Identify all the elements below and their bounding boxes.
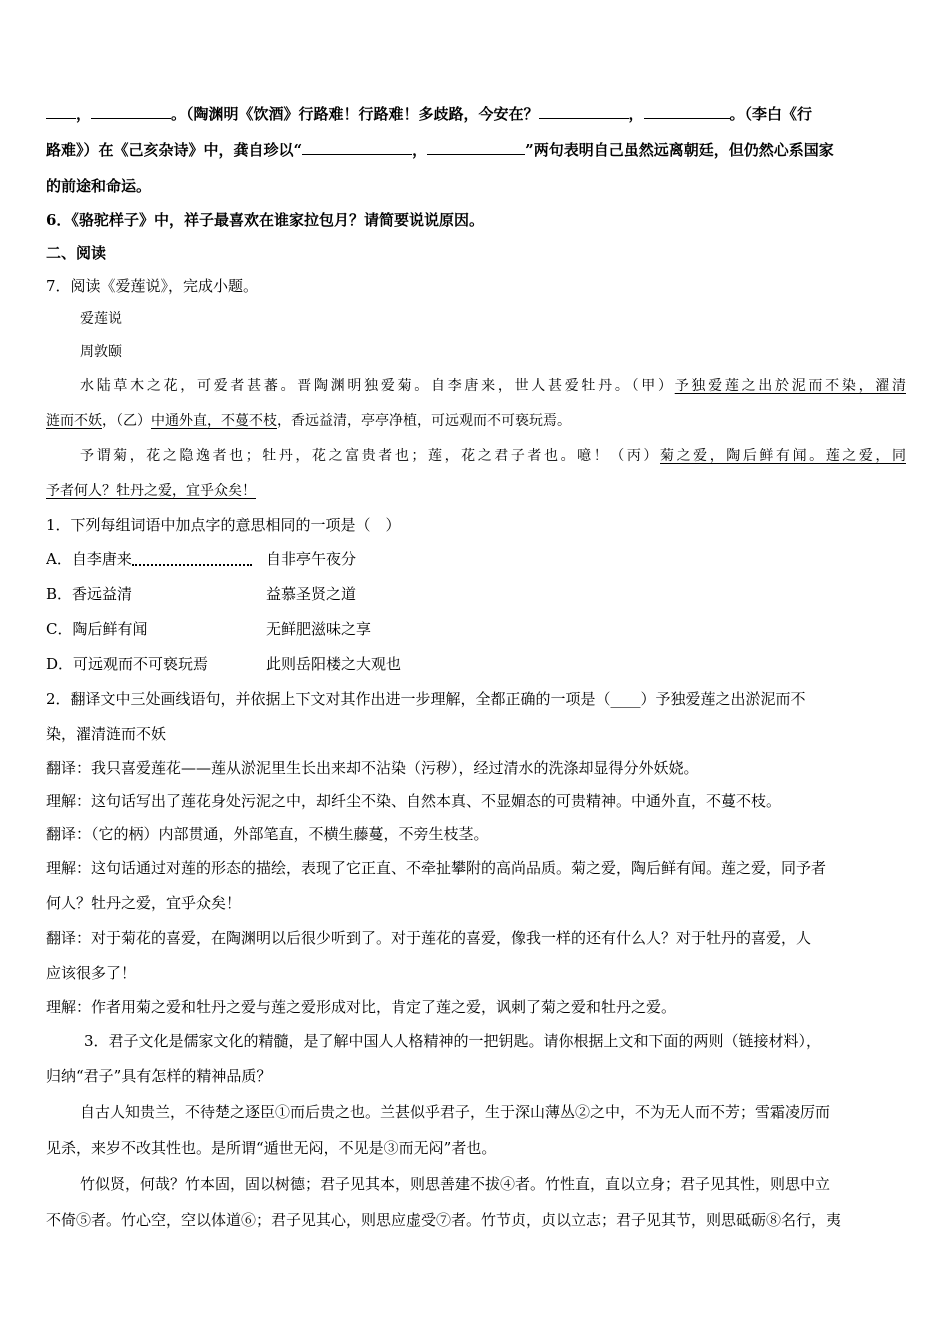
sub-question-3-cont: 归纳“君子”具有怎样的精神品质？ [46, 1067, 272, 1085]
sub-question-2-stem-cont: 染，濯清涟而不妖 [46, 725, 167, 743]
answer-blank[interactable] [539, 103, 629, 119]
option-b[interactable]: B．香远益清 益慕圣贤之道 [46, 585, 357, 603]
understanding-2: 理解：这句话通过对莲的形态的描绘，表现了它正直、不牵扯攀附的高尚品质。菊之爱，陶后鲜有闻。莲之爱，同予者 [46, 859, 827, 877]
underlined-sentence-jia: 予独爱莲之出於泥而不染，濯清 [674, 378, 906, 394]
sub-question-1: 1．下列每组词语中加点字的意思相同的一项是（ ） [46, 516, 401, 534]
poem-paragraph-2-line-1: 予谓菊，花之隐逸者也；牡丹，花之富贵者也；莲，花之君子者也。噫！（丙）菊之爱，陶后鲜有闻。莲之爱，同 [80, 448, 906, 464]
option-a[interactable]: A．自李唐来 自非亭午夜分 [46, 550, 357, 568]
link-material-1: 自古人知贵兰，不待楚之逐臣①而后贵之也。兰甚似乎君子，生于深山薄丛②之中，不为无人而不芳；雪霜凌厉而 [80, 1103, 831, 1121]
section-title: 二、阅读 [46, 244, 107, 262]
poem-paragraph-2-line-2 [46, 474, 906, 509]
option-c[interactable]: C．陶后鲜有闻 无鲜肥滋味之享 [46, 620, 372, 638]
translation-2: 翻译：（它的柄）内部贯通，外部笔直，不横生藤蔓，不旁生枝茎。 [46, 825, 489, 843]
understanding-3: 理解：作者用菊之爱和牡丹之爱与莲之爱形成对比，肯定了莲之爱，讽刺了菊之爱和牡丹之爱。 [46, 998, 677, 1016]
translation-3-cont: 应该很多了！ [46, 964, 137, 982]
link-material-1-cont: 见杀，来岁不改其性也。是所谓“遁世无闷，不见是③而无闷”者也。 [46, 1139, 497, 1157]
sub-question-3: 3．君子文化是儒家文化的精髓，是了解中国人人格精神的一把钥匙。请你根据上文和下面的两则（链接材料）， [84, 1032, 822, 1050]
translation-3: 翻译：对于菊花的喜爱，在陶渊明以后很少听到了。对于莲花的喜爱，像我一样的还有什么人？对于牡丹的喜爱，人 [46, 929, 812, 947]
answer-blank[interactable] [644, 103, 730, 119]
sub-question-2-stem: 2．翻译文中三处画线语句，并依据上下文对其作出进一步理解，全都正确的一项是（____）予独爱莲之出淤泥而不 [46, 690, 806, 708]
answer-blank[interactable] [91, 103, 171, 119]
answer-blank[interactable] [46, 103, 76, 119]
poem-paragraph-1-line-1: 水陆草木之花，可爱者甚蕃。晋陶渊明独爱菊。自李唐来，世人甚爱牡丹。（甲）予独爱莲之出於泥而不染，濯清 [80, 378, 906, 394]
translation-1: 翻译：我只喜爱莲花——莲从淤泥里生长出来却不沾染（污秽），经过清水的洗涤却显得分外妖娆。 [46, 759, 699, 777]
underlined-sentence-bing: 予者何人？牡丹之爱，宜乎众矣！ [46, 483, 256, 499]
question-7-intro: 7．阅读《爱莲说》，完成小题。 [46, 277, 259, 295]
poem-paragraph-1-line-2: 涟而不妖，（乙）中通外直，不蔓不枝，香远益清，亭亭净植，可远观而不可亵玩焉。 [46, 413, 571, 429]
question-6: 6．《骆驼样子》中，祥子最喜欢在谁家拉包月？请简要说说原因。 [46, 211, 484, 229]
fill-line-2: 路难》）在《己亥杂诗》中，龚自珍以“ ， ”两句表明自己虽然远离朝廷，但仍然心系国家 [46, 141, 834, 159]
poem-author: 周敦颐 [80, 344, 122, 360]
option-d[interactable]: D．可远观而不可亵玩焉 此则岳阳楼之大观也 [46, 655, 402, 673]
underlined-sentence-bing: 菊之爱，陶后鲜有闻。莲之爱，同 [660, 448, 906, 464]
underlined-sentence-yi: 中通外直，不蔓不枝 [151, 413, 277, 429]
poem-title: 爱莲说 [80, 311, 122, 327]
fill-line-3: 的前途和命运。 [46, 177, 152, 195]
underlined-sentence-jia: 涟而不妖 [46, 413, 102, 429]
link-material-2: 竹似贤，何哉？竹本固，固以树德；君子见其本，则思善建不拔④者。竹性直，直以立身；君子见其性，则思中立 [80, 1175, 831, 1193]
emphasis-dots [132, 554, 252, 566]
understanding-1: 理解：这句话写出了莲花身处污泥之中，却纤尘不染、自然本真、不显媚态的可贵精神。中通外直，不蔓不枝。 [46, 792, 782, 810]
link-material-2-cont: 不倚⑤者。竹心空，空以体道⑥；君子见其心，则思应虚受⑦者。竹节贞，贞以立志；君子见其节，则思砥砺⑧名行，夷 [46, 1211, 842, 1229]
fill-line-1: ， 。（陶渊明《饮酒》行路难！行路难！多歧路，今安在？ ， 。（李白《行 [46, 96, 906, 132]
answer-blank[interactable] [302, 139, 412, 155]
answer-blank[interactable] [427, 139, 525, 155]
exam-page [46, 96, 906, 1238]
understanding-2-cont: 何人？牡丹之爱，宜乎众矣！ [46, 894, 242, 912]
